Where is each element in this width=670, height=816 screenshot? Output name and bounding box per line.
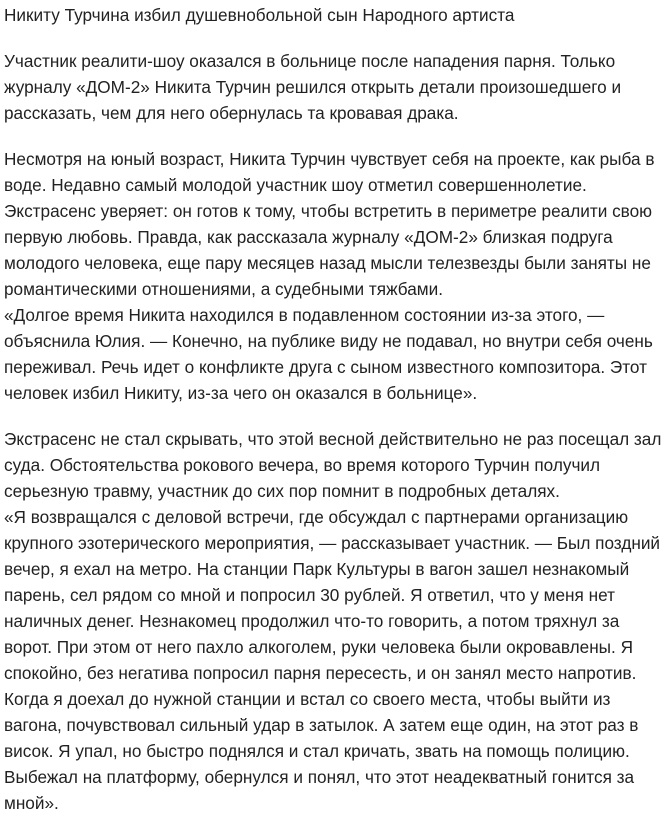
paragraph-court: Экстрасенс не стал скрывать, что этой весной действительно не раз посещал зал суда. Обстоятельства рокового вечера, во время которого Турчин получил серьезную травму, участник до сих пор помнит в подробных деталях. [4, 429, 662, 501]
paragraph-friend-quote: «Долгое время Никита находился в подавленном состоянии из-за этого, — объяснила Юлия. — Конечно, на публике виду не подавал, но внутри себя очень переживал. Речь идет о конфликте друга с сыном известного композитора. Этот человек избил Никиту, из-за чего он оказался в больнице». [4, 305, 653, 403]
article-title: Никиту Турчина избил душевнобольной сын Народного артиста [4, 5, 515, 25]
paragraph-background: Несмотря на юный возраст, Никита Турчин чувствует себя на проекте, как рыба в воде. Недавно самый молодой участник шоу отметил совершеннолетие. Экстрасенс уверяет: он готов к тому, чтобы встретить в периметре реалити свою первую любовь. Правда, как рассказала журналу «ДОМ-2» близкая подруга молодого человека, еще пару месяцев назад мысли телезвезды были заняты не романтическими отношениями, а судебными тяжбами. [4, 149, 655, 299]
paragraph-participant-quote: «Я возвращался с деловой встречи, где обсуждал с партнерами организацию крупного эзотерического мероприятия, — рассказывает участник. — Был поздний вечер, я ехал на метро. На станции Парк Культуры в вагон зашел незнакомый парень, сел рядом со мной и попросил 30 рублей. Я ответил, что у меня нет наличных денег. Незнакомец продолжил что-то говорить, а потом тряхнул за ворот. При этом от него пахло алкоголем, руки человека были окровавлены. Я спокойно, без негатива попросил парня пересесть, и он занял место напротив. Когда я доехал до нужной станции и встал со своего места, чтобы выйти из вагона, почувствовал сильный удар в затылок. А затем еще один, на этот раз в висок. Я упал, но быстро поднялся и стал кричать, звать на помощь полицию. Выбежал на платформу, обернулся и понял, что этот неадекватный гонится за мной». [4, 507, 661, 813]
paragraph-intro: Участник реалити-шоу оказался в больнице после нападения парня. Только журналу «ДОМ-2» Никита Турчин решился открыть детали произошедшего и рассказать, чем для него обернулась та кровавая драка. [4, 51, 622, 123]
article [4, 2, 666, 816]
